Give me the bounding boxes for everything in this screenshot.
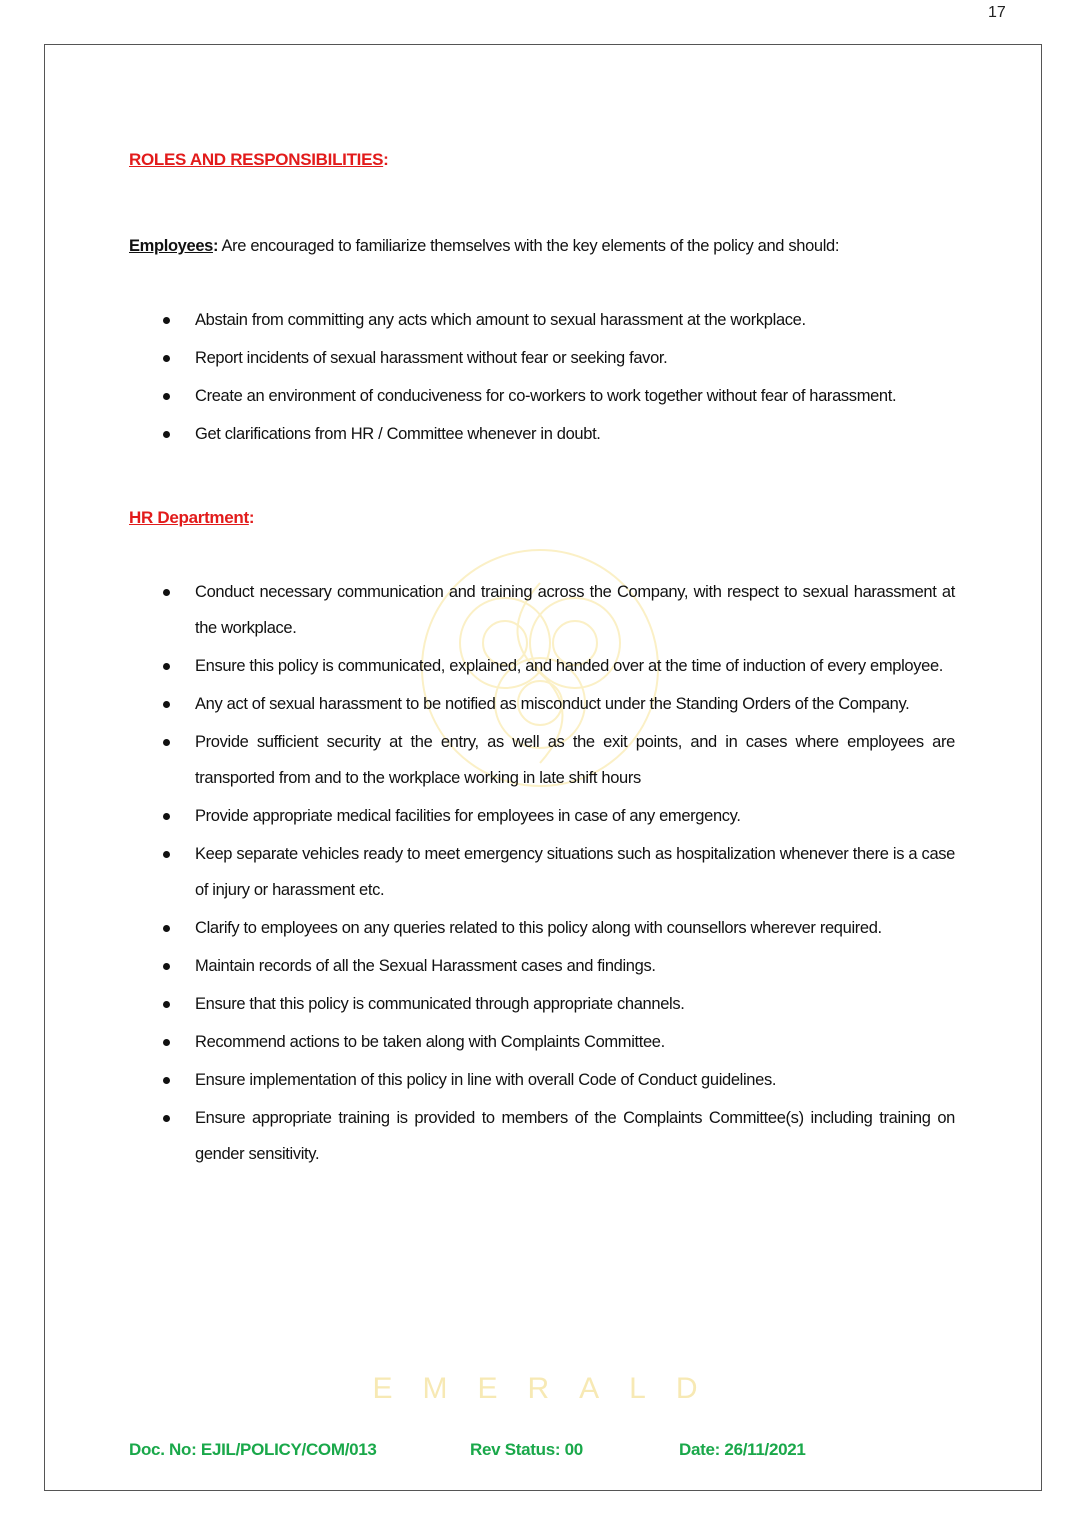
page-number: 17 — [988, 4, 1006, 21]
list-item: Get clarifications from HR / Committee whenever in doubt. — [129, 416, 955, 452]
list-item: Report incidents of sexual harassment without fear or seeking favor. — [129, 340, 955, 376]
footer — [129, 1440, 959, 1464]
document-body — [129, 150, 955, 1174]
bullet-icon — [163, 1001, 170, 1008]
list-item: Conduct necessary communication and training across the Company, with respect to sexual harassment at the workplace. — [129, 574, 955, 646]
bullet-icon — [163, 589, 170, 596]
list-item: Maintain records of all the Sexual Harassment cases and findings. — [129, 948, 955, 984]
list-item: Any act of sexual harassment to be notified as misconduct under the Standing Orders of the Company. — [129, 686, 955, 722]
hr-list — [129, 574, 955, 1172]
bullet-icon — [163, 739, 170, 746]
bullet-icon — [163, 663, 170, 670]
bullet-icon — [163, 1077, 170, 1084]
bullet-icon — [163, 1115, 170, 1122]
bullet-icon — [163, 813, 170, 820]
bullet-icon — [163, 355, 170, 362]
bullet-icon — [163, 317, 170, 324]
list-item: Ensure this policy is communicated, explained, and handed over at the time of induction of every employee. — [129, 648, 955, 684]
bullet-icon — [163, 431, 170, 438]
list-item: Provide appropriate medical facilities for employees in case of any emergency. — [129, 798, 955, 834]
list-item: Clarify to employees on any queries related to this policy along with counsellors wherever required. — [129, 910, 955, 946]
rev-status: Rev Status: 00 — [470, 1440, 583, 1459]
employees-label: Employees — [129, 237, 213, 255]
list-item: Ensure that this policy is communicated through appropriate channels. — [129, 986, 955, 1022]
list-item: Keep separate vehicles ready to meet emergency situations such as hospitalization whenever there is a case of injury or harassment etc. — [129, 836, 955, 908]
bullet-icon — [163, 701, 170, 708]
watermark-text: EMERALD — [372, 1372, 728, 1405]
doc-date: Date: 26/11/2021 — [679, 1440, 806, 1459]
doc-number: Doc. No: EJIL/POLICY/COM/013 — [129, 1440, 377, 1459]
bullet-icon — [163, 851, 170, 858]
list-item: Ensure implementation of this policy in line with overall Code of Conduct guidelines. — [129, 1062, 955, 1098]
bullet-icon — [163, 963, 170, 970]
bullet-icon — [163, 925, 170, 932]
hr-department-heading: HR Department: — [129, 508, 255, 527]
employees-list — [129, 302, 955, 452]
list-item: Abstain from committing any acts which amount to sexual harassment at the workplace. — [129, 302, 955, 338]
bullet-icon — [163, 1039, 170, 1046]
roles-heading: ROLES AND RESPONSIBILITIES: — [129, 150, 389, 169]
list-item: Create an environment of conduciveness for co-workers to work together without fear of harassment. — [129, 378, 955, 414]
employees-intro: Employees: Are encouraged to familiarize themselves with the key elements of the policy and should: — [129, 237, 840, 255]
list-item: Provide sufficient security at the entry, as well as the exit points, and in cases where employees are transported from and to the workplace working in late shift hours — [129, 724, 955, 796]
list-item: Recommend actions to be taken along with Complaints Committee. — [129, 1024, 955, 1060]
bullet-icon — [163, 393, 170, 400]
list-item: Ensure appropriate training is provided to members of the Complaints Committee(s) including training on gender sensitivity. — [129, 1100, 955, 1172]
